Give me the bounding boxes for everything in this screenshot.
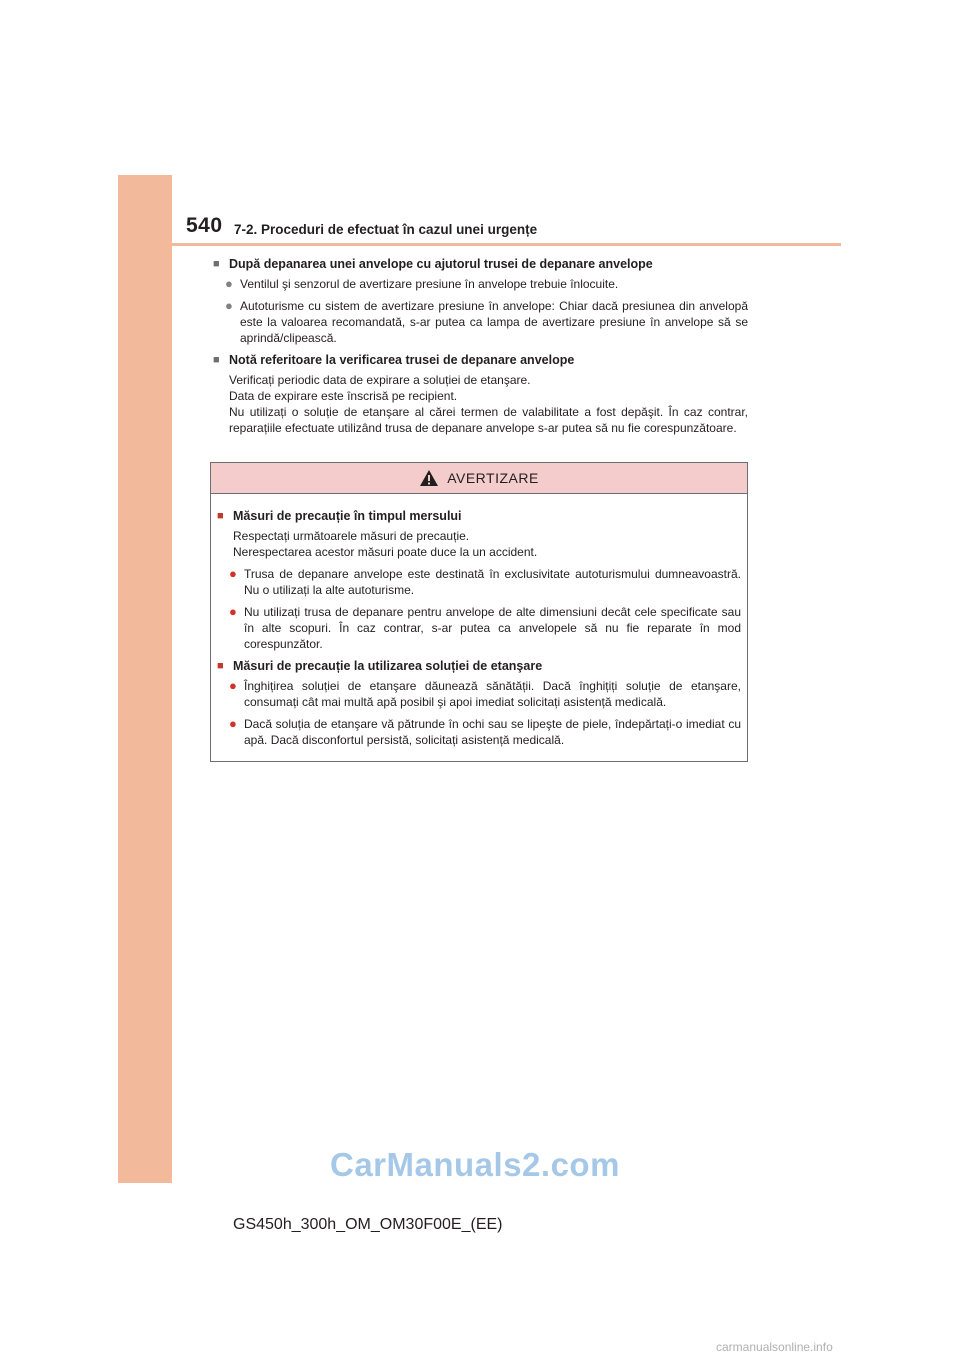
warning-list-item [229,678,741,710]
footer-model-code: GS450h_300h_OM_OM30F00E_(EE) [233,1216,503,1233]
bullet-dot-icon: ● [229,566,237,581]
list-item-text: Nu utilizați trusa de depanare pentru anvelope de alte dimensiuni decât cele specificate sau în alte scopuri. În caz contrar, s-ar putea ca anvelopele să nu fie reparate în mod corespunzător. [244,605,741,651]
list-item-text: Dacă soluția de etanşare vă pătrunde în ochi sau se lipeşte de piele, îndepărtați-o imediat cu apă. Dacă disconfortul persistă, solicitați asistență medicală. [244,717,741,747]
square-icon: ■ [213,354,220,366]
list-item [225,276,748,292]
warning-section-heading [217,658,741,674]
warning-section-heading-text: Măsuri de precauție în timpul mersului [233,509,462,523]
paragraph: Verificați periodic data de expirare a soluției de etanşare. [229,373,531,387]
site-footer-text: carmanualsonline.info [716,1340,833,1354]
square-icon: ■ [213,258,220,270]
warning-section-heading [217,508,741,524]
section-heading [213,256,748,272]
paragraph: Nerespectarea acestor măsuri poate duce la un accident. [233,545,538,559]
list-item-text: Ventilul şi senzorul de avertizare presiune în anvelope trebuie înlocuite. [240,277,619,291]
paragraph: Respectați următoarele măsuri de precauție. [233,529,470,543]
list-item-text: Autoturisme cu sistem de avertizare presiune în anvelope: Chiar dacă presiunea din anvelopă este la valoarea recomandată, s-ar putea ca lampa de avertizare presiune în anvelope să se aprindă/clipească. [240,299,748,345]
watermark-logo: CarManuals2.com [330,1146,620,1183]
warning-list-item [229,566,741,598]
list-item [225,298,748,346]
section-heading-text: După depanarea unei anvelope cu ajutorul trusei de depanare anvelope [229,257,653,271]
header-rule [172,243,841,246]
warning-box [210,462,748,762]
section-title: 7-2. Proceduri de efectuat în cazul unei urgențe [234,222,538,237]
paragraph: Data de expirare este înscrisă pe recipient. [229,389,458,403]
bullet-dot-icon: ● [225,276,233,291]
warning-header [211,463,747,494]
warning-title: AVERTIZARE [447,470,539,486]
bullet-dot-icon: ● [225,298,233,313]
warning-list-item [229,604,741,652]
list-item-text: Înghițirea soluției de etanşare dăunează sănătății. Dacă înghițiți soluție de etanşare, consumați cât mai multă apă posibil şi apoi imediat solicitați asistență medicală. [244,679,741,709]
square-icon: ■ [217,510,224,522]
bullet-dot-icon: ● [229,716,237,731]
side-color-band [118,175,172,1183]
bullet-dot-icon: ● [229,604,237,619]
list-item-text: Trusa de depanare anvelope este destinată în exclusivitate autoturismului dumneavoastră. Nu o utilizați la alte autoturisme. [244,567,741,597]
page-number: 540 [186,214,223,237]
warning-triangle-icon [419,469,439,487]
bullet-dot-icon: ● [229,678,237,693]
main-content [213,256,748,436]
warning-list-item [229,716,741,748]
warning-section-heading-text: Măsuri de precauție la utilizarea soluției de etanşare [233,659,543,673]
section-heading [213,352,748,368]
warning-body [211,494,747,748]
square-icon: ■ [217,660,224,672]
paragraph: Nu utilizați o soluție de etanşare al cărei termen de valabilitate a fost depăşit. În caz contrar, reparațiile efectuate utilizând trusa de depanare anvelope s-ar putea să nu fie corespunzătoare. [229,405,748,435]
section-heading-text: Notă referitoare la verificarea trusei de depanare anvelope [229,353,575,367]
